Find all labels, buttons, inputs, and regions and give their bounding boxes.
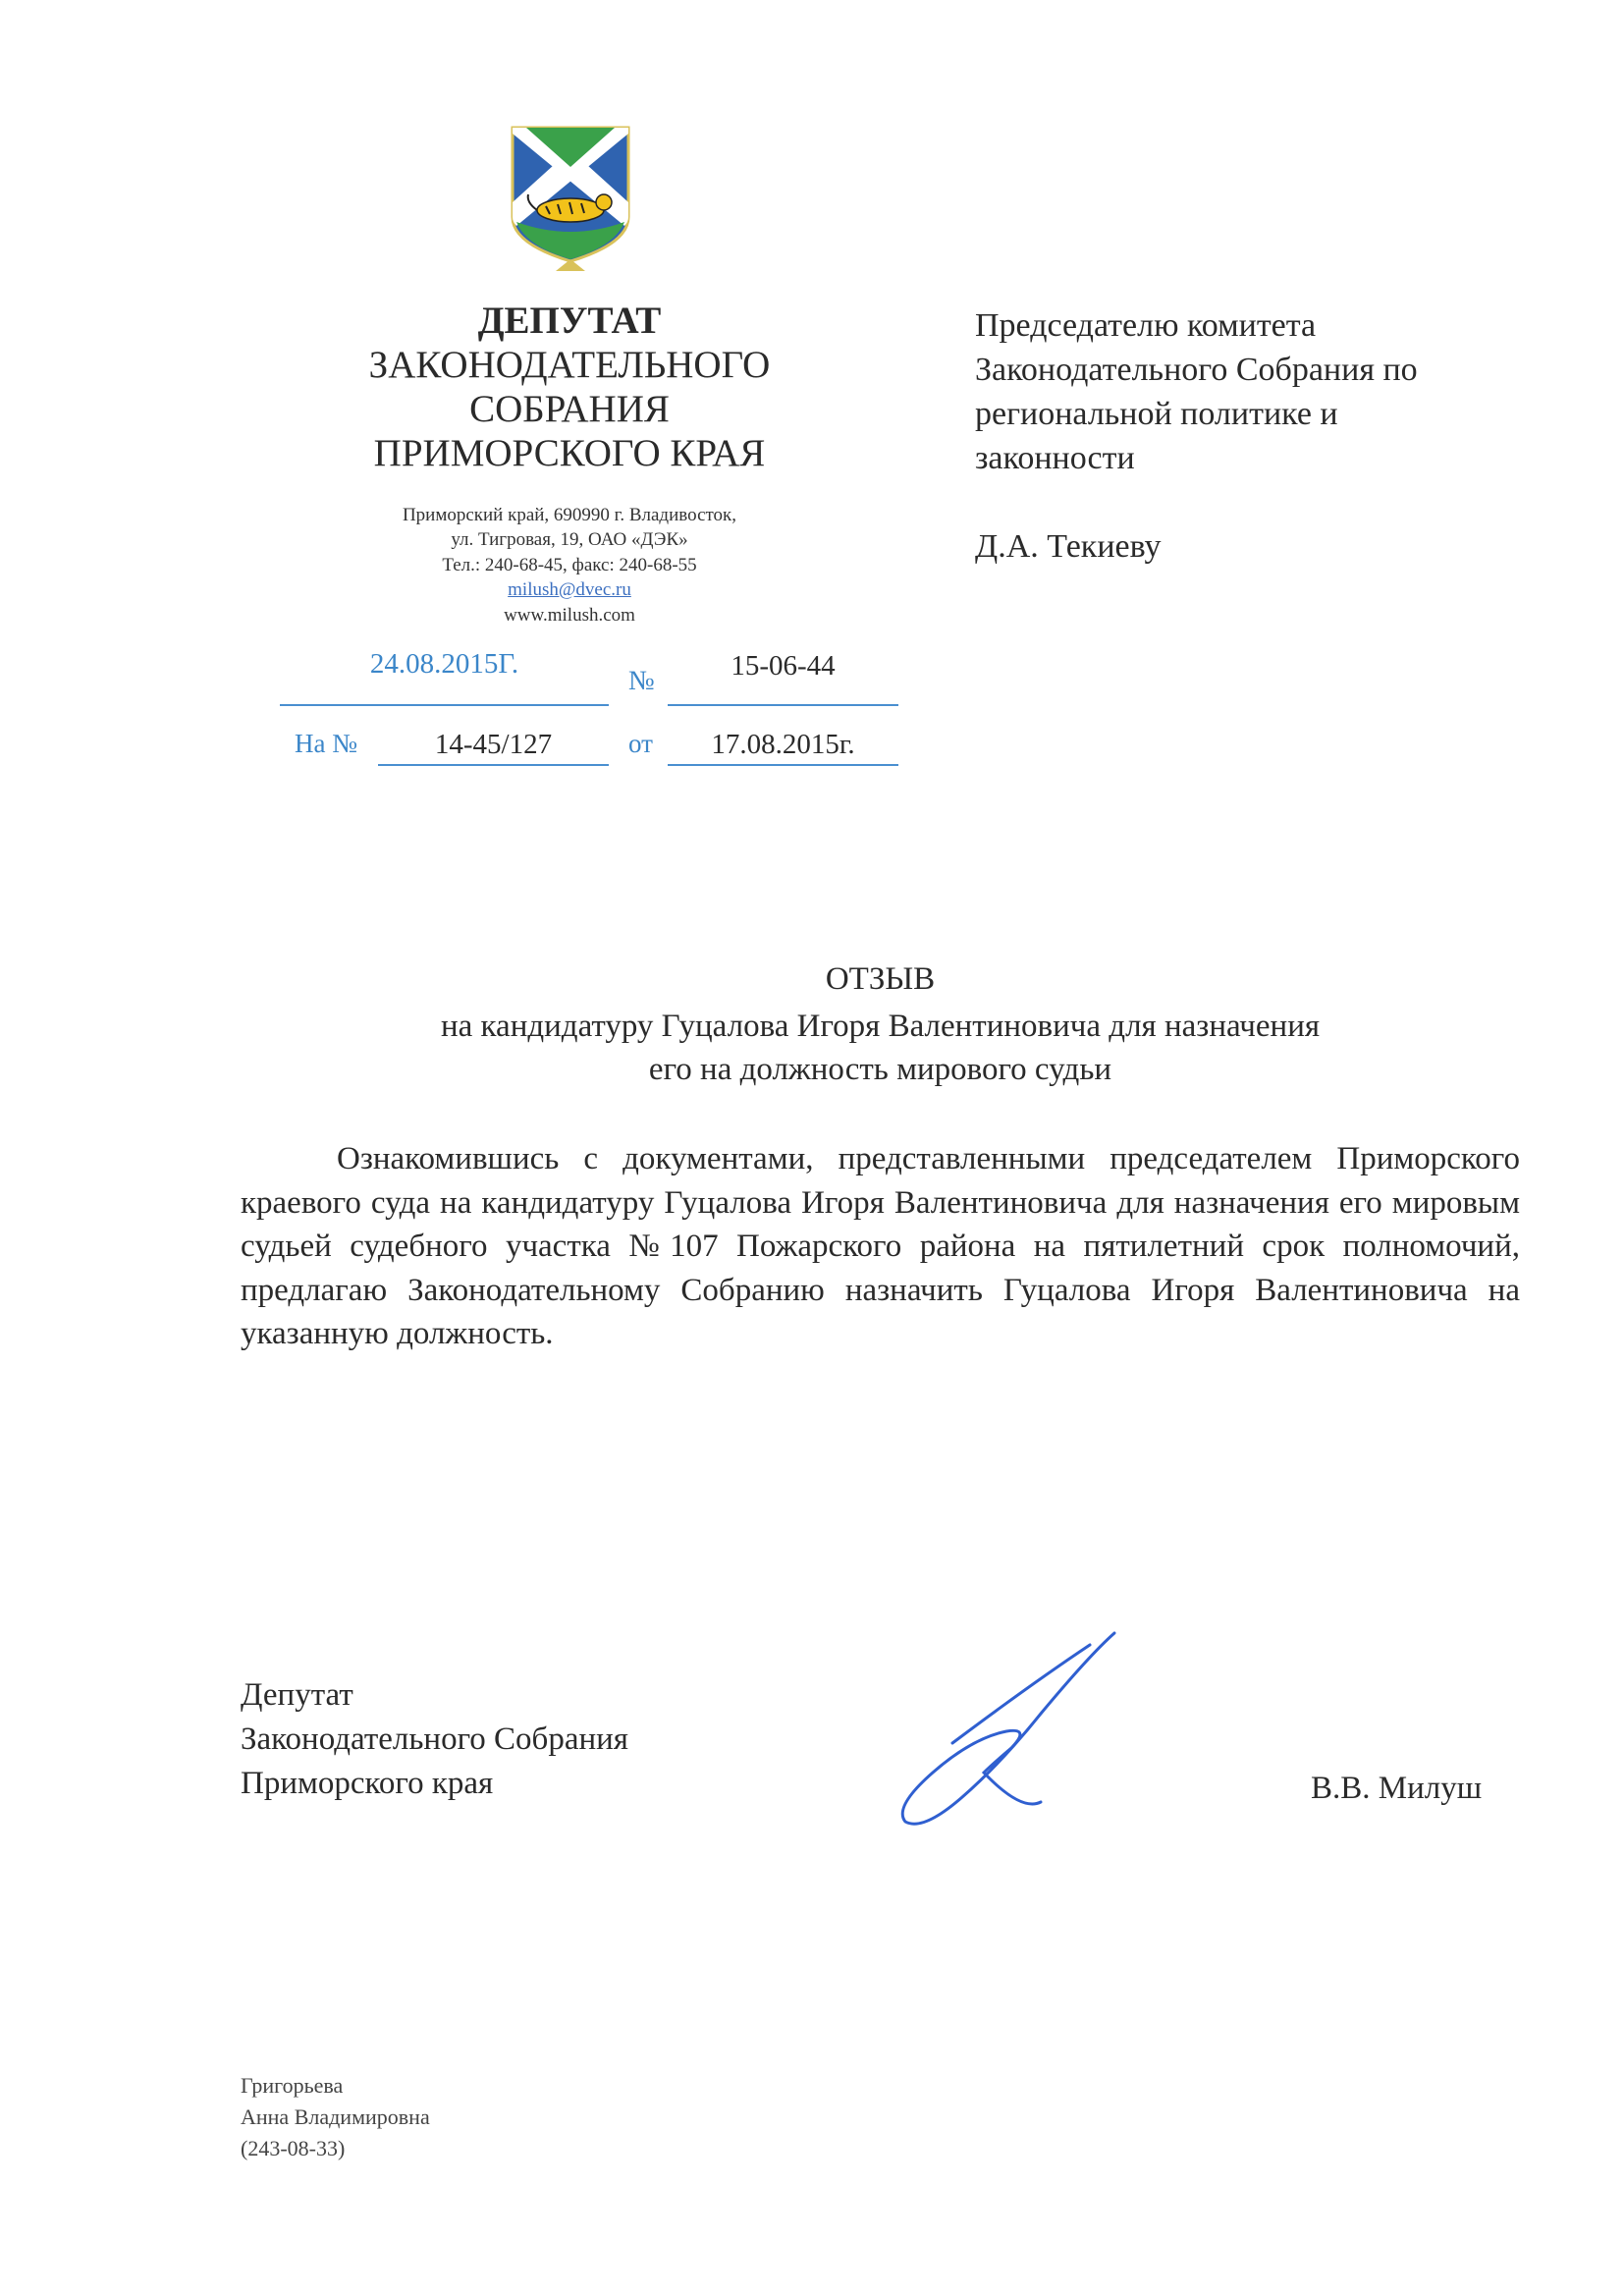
executor-surname: Григорьева xyxy=(241,2073,344,2098)
divider xyxy=(668,764,898,766)
letterhead-title: ДЕПУТАТ xyxy=(477,300,662,342)
addressee-line: законности xyxy=(975,440,1135,476)
letterhead-title: ЗАКОНОДАТЕЛЬНОГО xyxy=(368,344,771,386)
letterhead-title: СОБРАНИЯ xyxy=(469,388,670,430)
signer-position: Законодательного Собрания xyxy=(241,1721,628,1757)
reply-date: 17.08.2015г. xyxy=(711,729,855,760)
divider xyxy=(378,764,609,766)
signer-name: В.В. Милуш xyxy=(1311,1771,1483,1806)
letterhead-address: ул. Тигровая, 19, ОАО «ДЭК» xyxy=(451,529,688,550)
addressee-line: региональной политике и xyxy=(975,396,1338,432)
addressee-name: Д.А. Текиеву xyxy=(975,528,1162,565)
coat-of-arms-emblem xyxy=(507,124,634,271)
outgoing-date: 24.08.2015Г. xyxy=(369,648,519,680)
addressee-line: Председателю комитета xyxy=(975,307,1317,344)
addressee-line: Законодательного Собрания по xyxy=(975,352,1418,388)
reply-label: На № xyxy=(295,729,357,758)
executor-phone: (243-08-33) xyxy=(241,2136,346,2160)
divider xyxy=(668,704,898,706)
number-label: № xyxy=(628,666,655,696)
letterhead-address: Приморский край, 690990 г. Владивосток, xyxy=(402,505,737,525)
document-title: ОТЗЫВ xyxy=(825,961,936,997)
executor-name: Анна Владимировна xyxy=(241,2104,430,2129)
letterhead-title: ПРИМОРСКОГО КРАЯ xyxy=(373,432,766,474)
email-link[interactable]: milush@dvec.ru xyxy=(508,579,631,600)
signer-position: Приморского края xyxy=(241,1766,494,1801)
divider xyxy=(280,704,609,706)
document-subtitle: его на должность мирового судьи xyxy=(648,1052,1112,1087)
letterhead-phone: Тел.: 240-68-45, факс: 240-68-55 xyxy=(442,555,697,575)
signer-position: Депутат xyxy=(241,1677,353,1713)
outgoing-number: 15-06-44 xyxy=(731,650,836,682)
reply-number: 14-45/127 xyxy=(434,729,553,760)
from-label: от xyxy=(628,729,653,758)
document-subtitle: на кандидатуру Гуцалова Игоря Валентиновича для назначения xyxy=(440,1009,1321,1044)
document-body: Ознакомившись с документами, представленными председателем Приморского краевого суда на кандидатуру Гуцалова Игоря Валентиновича для назначения его мировым судьей судебного участка №107 Пожарского района на пятилетний срок полномочий, предлагаю Законодательному Собранию назначить Гуцалова Игоря Валентиновича на указанную должность. xyxy=(241,1141,1520,1351)
handwritten-signature xyxy=(893,1625,1129,1841)
website-link[interactable]: www.milush.com xyxy=(504,605,635,626)
